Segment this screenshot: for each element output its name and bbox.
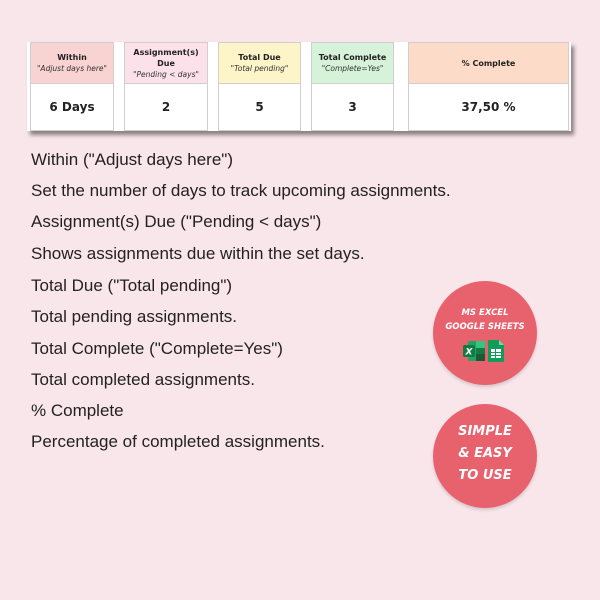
excel-icon [462,339,486,363]
total-complete-value: 3 [311,84,394,131]
total-due-cell [218,42,301,131]
assignments-due-subtitle: "Pending < days" [133,69,199,79]
within-cell [30,42,114,131]
badge-ms-excel-label: MS EXCEL [461,308,509,318]
desc-total-complete-heading: Total Complete ("Complete=Yes") [31,339,283,358]
assignments-due-cell [124,42,208,131]
total-complete-title: Total Complete [318,53,387,62]
percent-complete-title: % Complete [461,58,516,68]
app-icons [462,339,508,363]
total-complete-cell [311,42,394,131]
total-due-subtitle: "Total pending" [230,64,289,73]
ms-excel-google-sheets-badge [433,281,537,385]
badge-easy-label: & EASY [458,446,512,461]
assignments-due-value: 2 [124,84,208,131]
desc-total-due-text: Total pending assignments. [31,307,238,326]
simple-easy-badge [433,404,537,508]
desc-due-text: Shows assignments due within the set days. [31,244,365,263]
percent-complete-header [408,42,569,84]
assignments-due-title: Assignment(s) Due [133,47,199,68]
percent-complete-cell [408,42,569,131]
within-title: Within [57,53,87,62]
total-due-value: 5 [218,84,301,131]
badge-simple-label: SIMPLE [458,424,512,439]
desc-within-text: Set the number of days to track upcoming assignments. [31,181,451,200]
total-complete-header [311,42,394,84]
desc-due-heading: Assignment(s) Due ("Pending < days") [31,212,322,231]
within-subtitle: "Adjust days here" [36,64,107,73]
desc-within-heading: Within ("Adjust days here") [31,150,233,169]
summary-table [27,42,571,131]
desc-percent-text: Percentage of completed assignments. [31,432,325,451]
assignments-due-header [124,42,208,84]
percent-complete-value: 37,50 % [408,84,569,131]
desc-total-due-heading: Total Due ("Total pending") [31,276,233,295]
badge-to-use-label: TO USE [458,468,512,483]
within-header [30,42,114,84]
badge-google-sheets-label: GOOGLE SHEETS [445,322,525,332]
total-due-title: Total Due [238,53,281,62]
within-value[interactable]: 6 Days [30,84,114,131]
excel-letter: X [465,347,473,358]
google-sheets-icon [486,339,506,363]
total-complete-subtitle: "Complete=Yes" [321,64,384,73]
desc-total-complete-text: Total completed assignments. [31,370,255,389]
desc-percent-heading: % Complete [31,401,124,420]
total-due-header [218,42,301,84]
